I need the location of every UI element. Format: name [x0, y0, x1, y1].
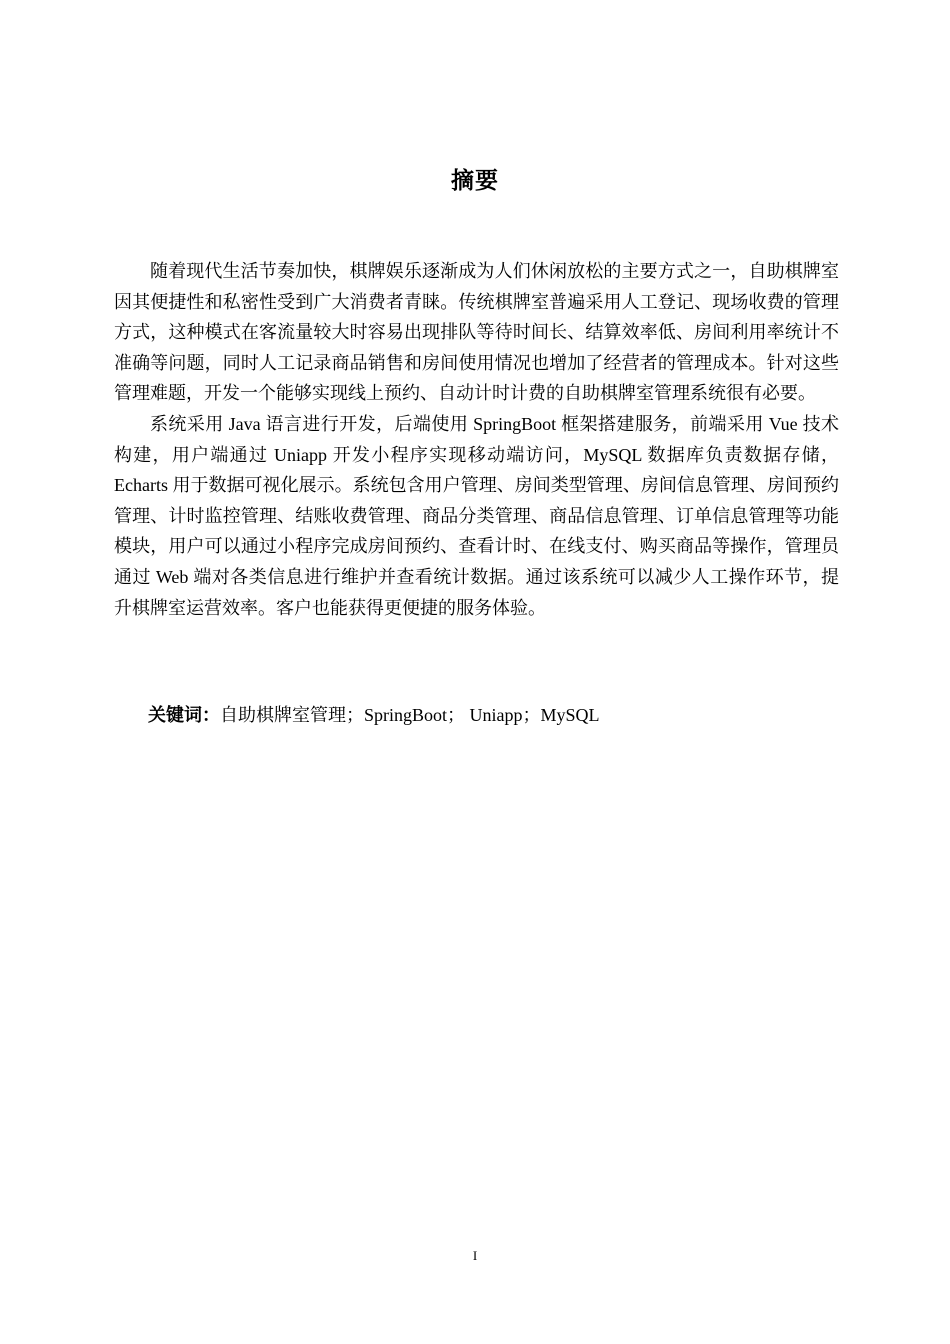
keywords-label: 关键词： — [148, 705, 220, 726]
page-number: I — [472, 1248, 478, 1263]
page-title: 摘要 — [451, 168, 499, 194]
keywords-text: 自助棋牌室管理；SpringBoot； Uniapp；MySQL — [220, 705, 600, 725]
abstract-body — [114, 256, 839, 623]
abstract-paragraph-2: 系统采用 Java 语言进行开发，后端使用 SpringBoot 框架搭建服务，前端采用 Vue 技术构建，用户端通过 Uniapp 开发小程序实现移动端访问，MySQL 数据库负责数据存储，Echarts 用于数据可视化展示。系统包含用户管理、房间类型管理、房间信息管理、房间预约管理、计时监控管理、结账收费管理、商品分类管理、商品信息管理、订单信息管理等功能模块，用户可以通过小程序完成房间预约、查看计时、在线支付、购买商品等操作，管理员通过 Web 端对各类信息进行维护并查看统计数据。通过该系统可以减少人工操作环节，提升棋牌室运营效率。客户也能获得更便捷的服务体验。 — [114, 413, 839, 618]
abstract-paragraph-1: 随着现代生活节奏加快，棋牌娱乐逐渐成为人们休闲放松的主要方式之一，自助棋牌室因其便捷性和私密性受到广大消费者青睐。传统棋牌室普遍采用人工登记、现场收费的管理方式，这种模式在客流量较大时容易出现排队等待时间长、结算效率低、房间利用率统计不准确等问题，同时人工记录商品销售和房间使用情况也增加了经营者的管理成本。针对这些管理难题，开发一个能够实现线上预约、自动计时计费的自助棋牌室管理系统很有必要。 — [114, 261, 839, 404]
keywords-line — [148, 700, 848, 731]
